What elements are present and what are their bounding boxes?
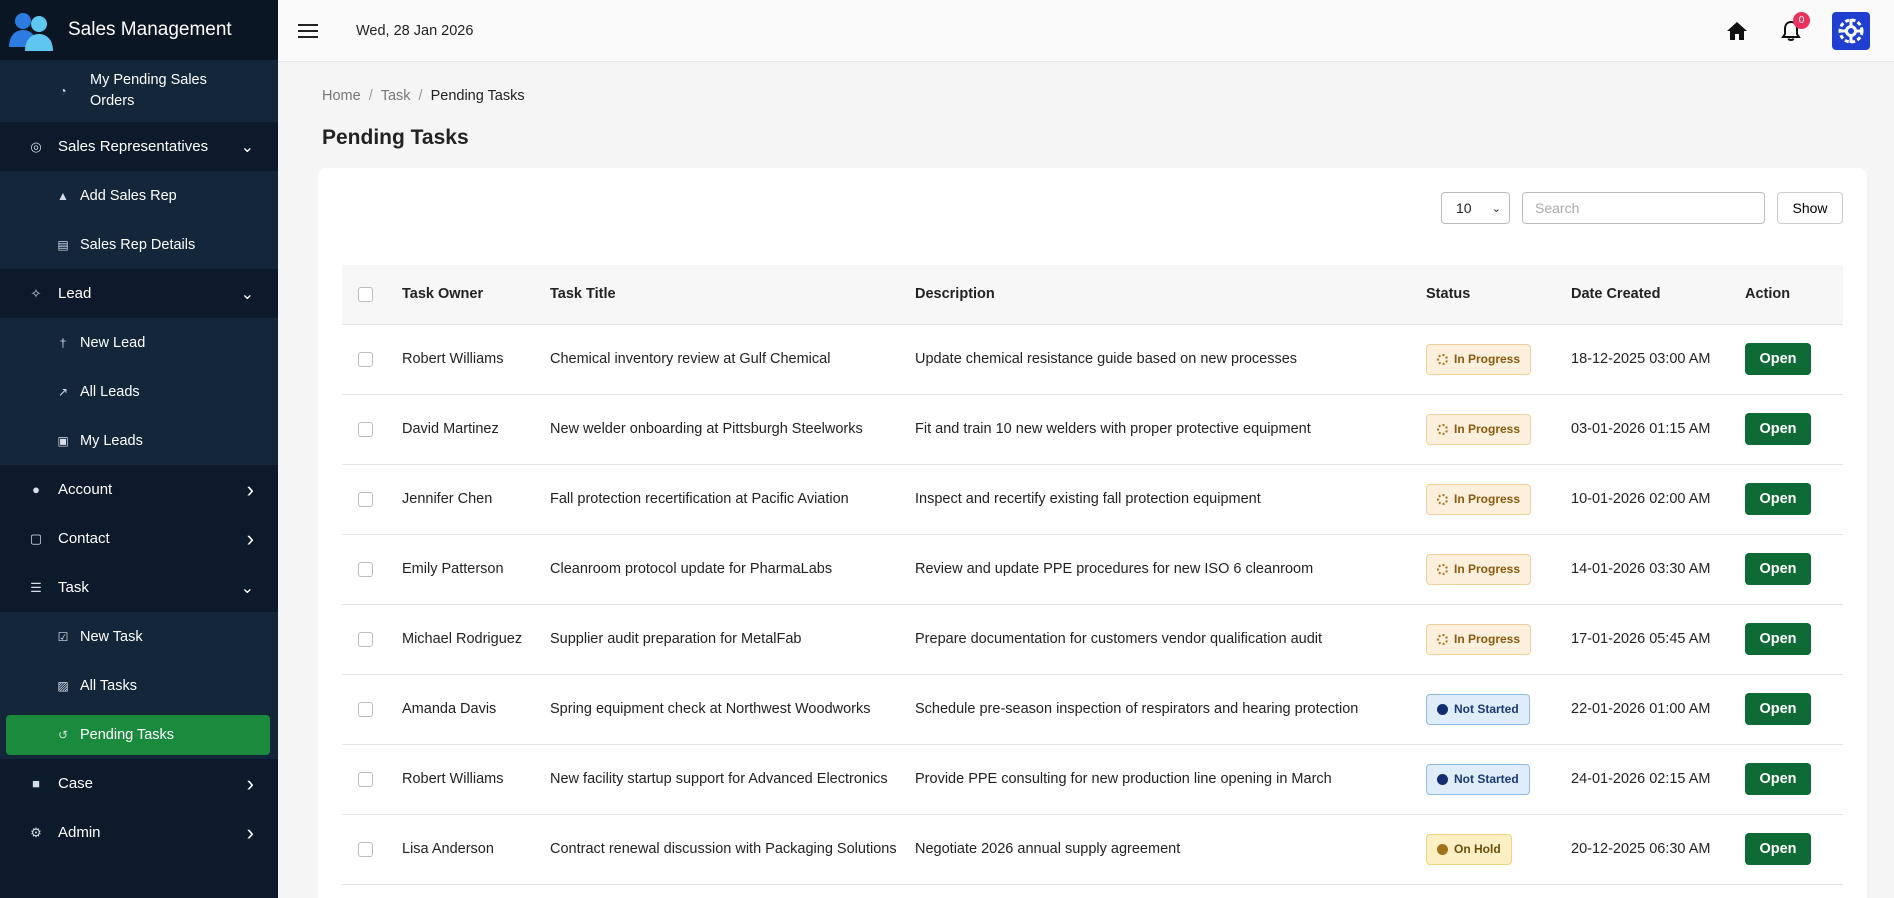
contact-book-icon: ▢ [29, 530, 43, 546]
page-title: Pending Tasks [322, 126, 469, 149]
row-checkbox[interactable] [358, 702, 373, 717]
sidebar-item-my-pending-sales-orders[interactable] [0, 60, 278, 122]
sidebar-item-label: Contact [58, 530, 110, 547]
app-title: Sales Management [68, 19, 232, 40]
task-owner-cell: Lisa Anderson [402, 814, 550, 884]
sidebar-item-my-leads[interactable] [0, 416, 278, 465]
row-checkbox[interactable] [358, 632, 373, 647]
status-badge [1426, 834, 1512, 865]
header-action: Action [1745, 265, 1843, 324]
status-icon [1437, 844, 1448, 855]
task-title-cell: New facility startup support for Advanced Electronics [550, 744, 915, 814]
status-label: Not Started [1454, 772, 1519, 786]
page-size-value: 10 [1456, 200, 1472, 216]
task-title-cell: New welder onboarding at Pittsburgh Steelworks [550, 394, 915, 464]
date-created-cell: 17-01-2026 05:45 AM [1571, 604, 1745, 674]
clipboard-icon: ▨ [57, 678, 69, 693]
sidebar-item-label: Sales Representatives [58, 138, 209, 155]
status-icon [1437, 354, 1448, 365]
sidebar-item-new-lead[interactable] [0, 318, 278, 367]
status-cell [1426, 394, 1571, 464]
breadcrumb-home[interactable]: Home [322, 88, 361, 104]
description-cell: Provide PPE consulting for new production line opening in March [915, 744, 1426, 814]
sidebar-group-lead[interactable] [0, 269, 278, 318]
date-created-cell: 10-01-2026 02:00 AM [1571, 464, 1745, 534]
status-icon [1437, 564, 1448, 575]
status-badge [1426, 484, 1531, 515]
active-highlight [6, 715, 270, 755]
sidebar-group-contact[interactable] [0, 514, 278, 563]
header-task-owner[interactable]: Task Owner [402, 265, 550, 324]
action-cell [1745, 324, 1843, 394]
status-badge [1426, 554, 1531, 585]
header-date-created[interactable]: Date Created [1571, 265, 1745, 324]
task-owner-cell: Amanda Davis [402, 674, 550, 744]
sidebar-item-label: Add Sales Rep [80, 187, 177, 204]
search-input[interactable] [1522, 192, 1765, 224]
status-label: In Progress [1454, 562, 1521, 576]
task-owner-cell: Emily Patterson [402, 534, 550, 604]
row-checkbox[interactable] [358, 492, 373, 507]
task-title-cell: Chemical inventory review at Gulf Chemical [550, 324, 915, 394]
table-row [342, 604, 1843, 674]
action-cell [1745, 534, 1843, 604]
header-description[interactable]: Description [915, 265, 1426, 324]
status-badge [1426, 694, 1530, 725]
row-checkbox[interactable] [358, 562, 373, 577]
row-select-cell [342, 324, 402, 394]
table-body [342, 324, 1843, 884]
row-checkbox[interactable] [358, 422, 373, 437]
sidebar-item-pending-tasks[interactable] [0, 710, 278, 759]
action-cell [1745, 674, 1843, 744]
sidebar [0, 0, 278, 898]
date-created-cell: 14-01-2026 03:30 AM [1571, 534, 1745, 604]
sidebar-group-sales-representatives[interactable] [0, 122, 278, 171]
date-created-cell: 20-12-2025 06:30 AM [1571, 814, 1745, 884]
home-icon[interactable] [1726, 20, 1748, 42]
breadcrumb-separator: / [418, 88, 423, 104]
sidebar-item-label: My Pending Sales Orders [90, 72, 207, 109]
tasks-table [342, 265, 1843, 885]
status-label: In Progress [1454, 422, 1521, 436]
sidebar-item-label: My Leads [80, 432, 143, 449]
sidebar-item-label: Pending Tasks [80, 726, 175, 743]
date-created-cell: 03-01-2026 01:15 AM [1571, 394, 1745, 464]
chevron-right-icon: › [246, 770, 254, 796]
task-owner-cell: Robert Williams [402, 324, 550, 394]
row-select-cell [342, 464, 402, 534]
status-badge [1426, 764, 1530, 795]
status-cell [1426, 744, 1571, 814]
wand-icon: ✧ [30, 285, 42, 301]
table-row [342, 324, 1843, 394]
sidebar-item-label: New Lead [80, 334, 146, 351]
status-icon [1437, 424, 1448, 435]
sidebar-group-task[interactable] [0, 563, 278, 612]
sidebar-group-account[interactable] [0, 465, 278, 514]
chevron-down-icon: ⌄ [240, 285, 254, 303]
status-cell [1426, 464, 1571, 534]
status-badge [1426, 344, 1531, 375]
sidebar-item-label: New Task [80, 628, 143, 645]
briefcase-icon: ■ [32, 776, 40, 791]
sidebar-group-admin[interactable] [0, 808, 278, 857]
sidebar-item-label: All Tasks [80, 677, 137, 694]
action-cell [1745, 814, 1843, 884]
row-checkbox[interactable] [358, 842, 373, 857]
row-select-cell [342, 604, 402, 674]
header-status[interactable]: Status [1426, 265, 1571, 324]
sidebar-group-case[interactable] [0, 759, 278, 808]
table-row [342, 464, 1843, 534]
action-cell [1745, 604, 1843, 674]
open-button[interactable]: Open [1745, 413, 1811, 445]
status-icon [1437, 494, 1448, 505]
sidebar-item-label: Lead [58, 285, 92, 302]
open-button[interactable]: Open [1745, 833, 1811, 865]
status-cell [1426, 814, 1571, 884]
notification-bell-icon[interactable] [1780, 14, 1805, 42]
list-icon: ☰ [30, 579, 42, 595]
gear-emblem-icon [1835, 15, 1867, 47]
brand [0, 0, 278, 60]
row-select-cell [342, 674, 402, 744]
table-row [342, 674, 1843, 744]
task-title-cell: Supplier audit preparation for MetalFab [550, 604, 915, 674]
page-size-select[interactable] [1441, 192, 1510, 224]
status-label: Not Started [1454, 702, 1519, 716]
person-walking-icon: † [59, 335, 67, 350]
description-cell: Prepare documentation for customers vendor qualification audit [915, 604, 1426, 674]
status-icon [1437, 634, 1448, 645]
table-row [342, 394, 1843, 464]
sidebar-item-label: Admin [58, 824, 101, 841]
sidebar-item-add-sales-rep[interactable] [0, 171, 278, 220]
users-logo-icon [8, 9, 56, 51]
sidebar-item-label: Case [58, 775, 94, 792]
current-date: Wed, 28 Jan 2026 [356, 22, 474, 39]
chevron-right-icon: › [246, 819, 254, 845]
breadcrumb-current: Pending Tasks [430, 88, 525, 104]
open-button[interactable]: Open [1745, 693, 1811, 725]
sidebar-item-label: Sales Rep Details [80, 236, 196, 253]
date-created-cell: 24-01-2026 02:15 AM [1571, 744, 1745, 814]
user-clock-icon: ◔ [59, 84, 67, 98]
description-cell: Review and update PPE procedures for new ISO 6 cleanroom [915, 534, 1426, 604]
skiing-icon: ↗ [57, 384, 69, 399]
description-cell: Negotiate 2026 annual supply agreement [915, 814, 1426, 884]
date-created-cell: 22-01-2026 01:00 AM [1571, 674, 1745, 744]
status-icon [1437, 704, 1448, 715]
clipboard-check-icon: ☑ [57, 629, 69, 644]
sidebar-item-all-tasks[interactable] [0, 661, 278, 710]
table-header-row [342, 265, 1843, 324]
menu-toggle-icon[interactable] [298, 20, 318, 42]
sidebar-item-new-task[interactable] [0, 612, 278, 661]
description-cell: Fit and train 10 new welders with proper protective equipment [915, 394, 1426, 464]
status-cell [1426, 604, 1571, 674]
action-cell [1745, 394, 1843, 464]
user-circle-icon: ◎ [30, 138, 42, 154]
breadcrumb [322, 88, 525, 104]
sidebar-item-label: All Leads [80, 383, 140, 400]
select-all-header [342, 265, 402, 324]
breadcrumb-separator: / [368, 88, 373, 104]
status-cell [1426, 324, 1571, 394]
header-task-title[interactable]: Task Title [550, 265, 915, 324]
action-cell [1745, 744, 1843, 814]
open-button[interactable]: Open [1745, 483, 1811, 515]
table-row [342, 744, 1843, 814]
task-title-cell: Spring equipment check at Northwest Woodworks [550, 674, 915, 744]
chevron-right-icon: › [246, 476, 254, 502]
row-select-cell [342, 744, 402, 814]
sidebar-item-label: Account [58, 481, 113, 498]
task-owner-cell: Jennifer Chen [402, 464, 550, 534]
topbar [278, 0, 1894, 62]
chevron-down-icon: ⌄ [1491, 202, 1501, 215]
table-row [342, 534, 1843, 604]
sidebar-item-all-leads[interactable] [0, 367, 278, 416]
date-created-cell: 18-12-2025 03:00 AM [1571, 324, 1745, 394]
task-owner-cell: Michael Rodriguez [402, 604, 550, 674]
action-cell [1745, 464, 1843, 534]
row-select-cell [342, 534, 402, 604]
sidebar-nav [0, 60, 278, 857]
table-row [342, 814, 1843, 884]
description-cell: Inspect and recertify existing fall protection equipment [915, 464, 1426, 534]
user-icon: ▲ [57, 188, 69, 203]
row-checkbox[interactable] [358, 352, 373, 367]
open-button[interactable]: Open [1745, 343, 1811, 375]
table-controls [1441, 192, 1843, 224]
sidebar-item-label: Task [58, 579, 89, 596]
status-label: On Hold [1454, 842, 1501, 856]
chevron-down-icon: ⌄ [240, 138, 254, 156]
status-badge [1426, 624, 1531, 655]
row-select-cell [342, 814, 402, 884]
history-icon: ↺ [57, 727, 69, 742]
users-cog-icon: ⚙ [30, 824, 42, 840]
open-button[interactable]: Open [1745, 623, 1811, 655]
show-button[interactable]: Show [1777, 192, 1843, 224]
status-badge [1426, 414, 1531, 445]
status-cell [1426, 534, 1571, 604]
select-all-checkbox[interactable] [358, 287, 373, 302]
avatar[interactable] [1832, 12, 1870, 50]
row-checkbox[interactable] [358, 772, 373, 787]
topbar-actions [1726, 12, 1894, 50]
sidebar-item-sales-rep-details[interactable] [0, 220, 278, 269]
status-label: In Progress [1454, 492, 1521, 506]
description-cell: Schedule pre-season inspection of respirators and hearing protection [915, 674, 1426, 744]
tasks-card [318, 168, 1867, 898]
chevron-right-icon: › [246, 525, 254, 551]
status-icon [1437, 774, 1448, 785]
book-icon: ▣ [57, 433, 69, 448]
task-owner-cell: David Martinez [402, 394, 550, 464]
notification-count-badge: 0 [1793, 12, 1810, 29]
account-icon: ● [32, 482, 40, 497]
task-title-cell: Contract renewal discussion with Packaging Solutions [550, 814, 915, 884]
open-button[interactable]: Open [1745, 763, 1811, 795]
row-select-cell [342, 394, 402, 464]
description-cell: Update chemical resistance guide based on new processes [915, 324, 1426, 394]
task-owner-cell: Robert Williams [402, 744, 550, 814]
status-label: In Progress [1454, 632, 1521, 646]
task-title-cell: Fall protection recertification at Pacific Aviation [550, 464, 915, 534]
open-button[interactable]: Open [1745, 553, 1811, 585]
id-card-icon: ▤ [57, 237, 69, 252]
status-label: In Progress [1454, 352, 1521, 366]
task-title-cell: Cleanroom protocol update for PharmaLabs [550, 534, 915, 604]
status-cell [1426, 674, 1571, 744]
breadcrumb-task[interactable]: Task [380, 88, 411, 104]
chevron-down-icon: ⌄ [240, 579, 254, 597]
